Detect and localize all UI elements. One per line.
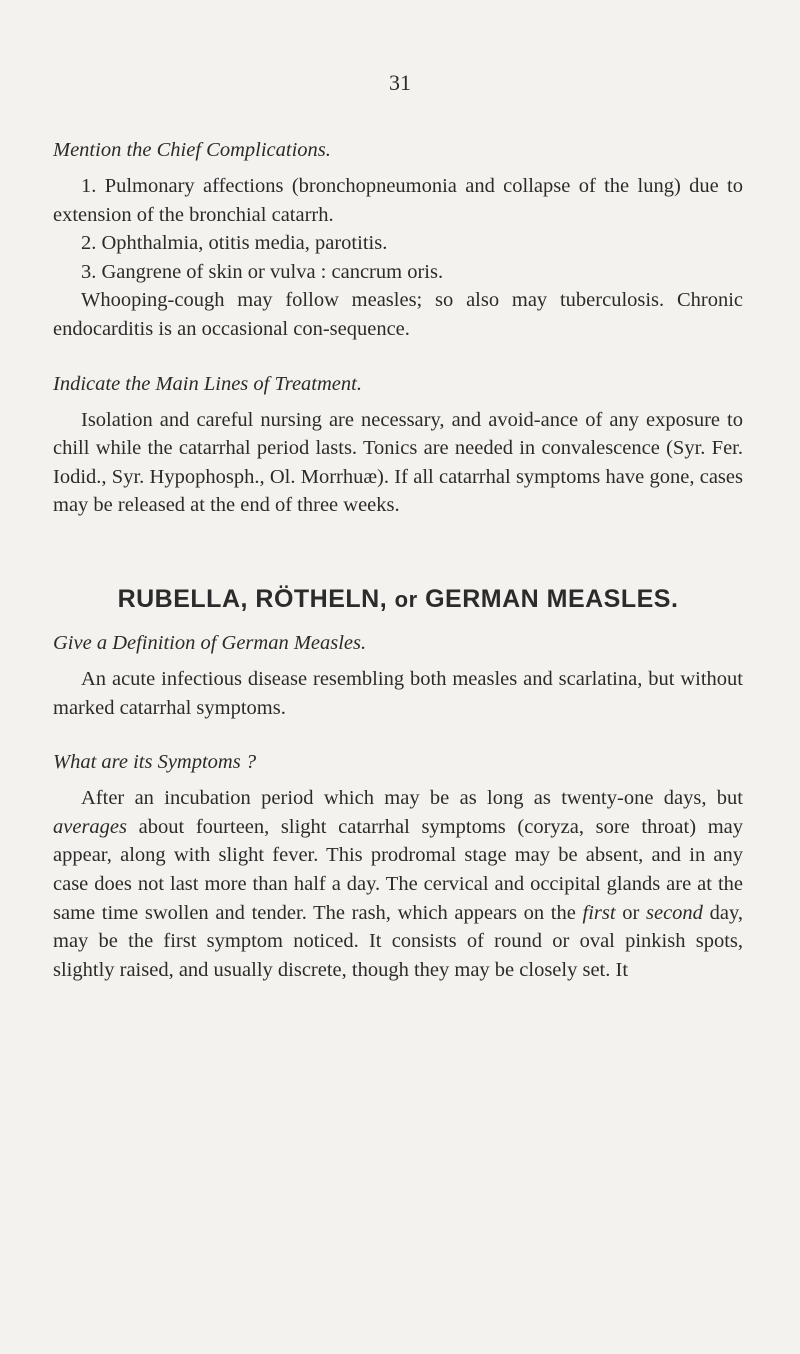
symptoms-text-part: about fourteen, slight catarrhal symptoms (coryza, sore throat) may appear, along with slight fever. This prodromal stage may be absent, and in any case does not last more than half a day. The cervical and occipital glands are at the same time swollen and tender. The rash, which appears on the	[53, 815, 743, 924]
section-heading	[53, 582, 743, 617]
symptoms-text-emphasis: second	[646, 901, 703, 924]
symptoms-text-emphasis: first	[582, 901, 616, 924]
complications-note: Whooping-cough may follow measles; so also may tuberculosis. Chronic endocarditis is an occasional con-sequence.	[53, 289, 743, 340]
page-number: 31	[389, 70, 411, 95]
list-item: 1. Pulmonary affections (bronchopneumonia and collapse of the lung) due to extension of the bronchial catarrh.	[53, 175, 743, 226]
symptoms-text-part: or	[615, 901, 646, 924]
treatment-question: Indicate the Main Lines of Treatment.	[53, 372, 362, 395]
complications-question: Mention the Chief Complications.	[53, 139, 331, 161]
symptoms-text	[53, 784, 743, 984]
complications-list	[53, 172, 743, 286]
symptoms-text-part: day, may be the first symptom noticed. It consists of round or oval pinkish spots, slightly raised, and usually discrete, though they may be closely set. It	[53, 901, 743, 981]
treatment-text: Isolation and careful nursing are necessary, and avoid-ance of any exposure to chill while the catarrhal period lasts. Tonics are needed in convalescence (Syr. Fer. Iodid., Syr. Hypophosph., Ol. Morrhuæ). If all catarrhal symptoms have gone, cases may be released at the end of three weeks.	[53, 408, 743, 517]
symptoms-text-emphasis: averages	[53, 815, 128, 838]
list-item: 2. Ophthalmia, otitis media, parotitis.	[81, 232, 388, 255]
symptoms-question: What are its Symptoms ?	[53, 751, 257, 774]
heading-part-1: RUBELLA, RÖTHELN,	[117, 584, 395, 613]
symptoms-text-part: After an incubation period which may be as long as twenty-one days, but	[81, 787, 743, 810]
heading-part-2: GERMAN MEASLES.	[417, 584, 679, 613]
definition-question: Give a Definition of German Measles.	[53, 631, 367, 654]
heading-or: or	[394, 586, 418, 612]
page-content	[53, 136, 743, 984]
definition-text: An acute infectious disease resembling both measles and scarlatina, but without marked catarrhal symptoms.	[53, 667, 743, 719]
list-item: 3. Gangrene of skin or vulva : cancrum oris.	[81, 260, 444, 283]
